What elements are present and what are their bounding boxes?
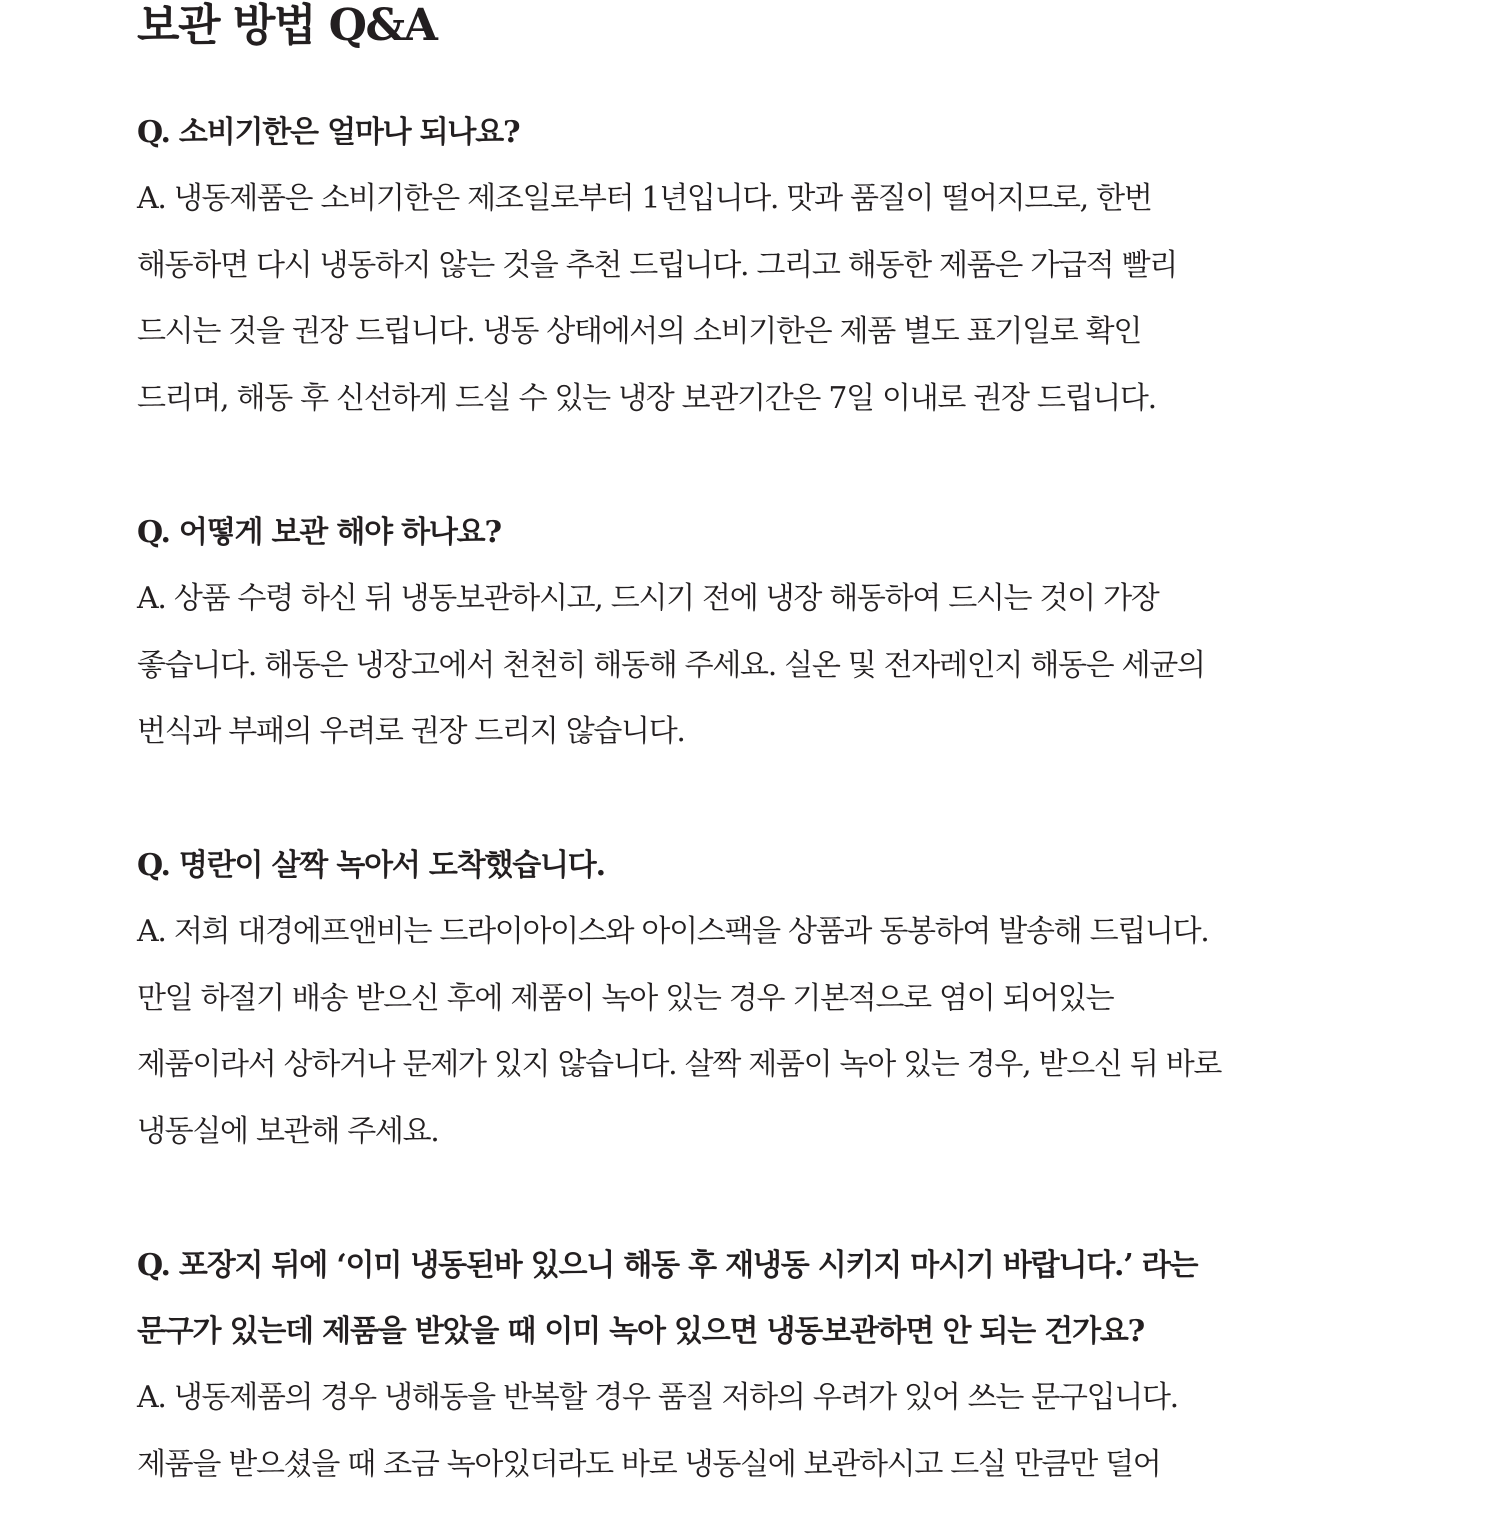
answer bbox=[137, 1365, 1377, 1498]
question-line: Q. 포장지 뒤에 ‘이미 냉동된바 있으니 해동 후 재냉동 시키지 마시기 바랍니다.’ 라는 bbox=[137, 1248, 1198, 1283]
question-line: 문구가 있는데 제품을 받았을 때 이미 녹아 있으면 냉동보관하면 안 되는 건가요? bbox=[137, 1314, 1145, 1349]
qa-item-arrived-thawed bbox=[137, 833, 1377, 1165]
answer-line: 좋습니다. 해동은 냉장고에서 천천히 해동해 주세요. 실온 및 전자레인지 해동은 세균의 bbox=[137, 647, 1205, 683]
answer-line: 제품을 받으셨을 때 조금 녹아있더라도 바로 냉동실에 보관하시고 드실 만큼만 덜어 bbox=[137, 1446, 1161, 1482]
answer-line: A. 냉동제품의 경우 냉해동을 반복할 경우 품질 저하의 우려가 있어 쓰는 문구입니다. bbox=[137, 1380, 1178, 1415]
qa-item-shelf-life bbox=[137, 100, 1377, 432]
answer bbox=[137, 166, 1377, 432]
answer-line: A. 저희 대경에프앤비는 드라이아이스와 아이스팩을 상품과 동봉하여 발송해 드립니다. bbox=[137, 914, 1209, 949]
question bbox=[137, 833, 1377, 899]
answer bbox=[137, 899, 1377, 1165]
question-line: Q. 어떻게 보관 해야 하나요? bbox=[137, 515, 501, 550]
qa-item-how-to-store bbox=[137, 500, 1377, 766]
answer-line: 드시는 것을 권장 드립니다. 냉동 상태에서의 소비기한은 제품 별도 표기일로 확인 bbox=[137, 314, 1142, 349]
answer-line: 만일 하절기 배송 받으신 후에 제품이 녹아 있는 경우 기본적으로 염이 되어있는 bbox=[137, 980, 1114, 1016]
answer-line: 제품이라서 상하거나 문제가 있지 않습니다. 살짝 제품이 녹아 있는 경우, 받으신 뒤 바로 bbox=[137, 1047, 1222, 1082]
answer bbox=[137, 566, 1377, 766]
answer-line: 번식과 부패의 우려로 권장 드리지 않습니다. bbox=[137, 714, 685, 749]
answer-line: 해동하면 다시 냉동하지 않는 것을 추천 드립니다. 그리고 해동한 제품은 가급적 빨리 bbox=[137, 247, 1177, 283]
answer-line: A. 상품 수령 하신 뒤 냉동보관하시고, 드시기 전에 냉장 해동하여 드시는 것이 가장 bbox=[137, 581, 1159, 616]
page-title: 보관 방법 Q&A bbox=[137, 0, 437, 51]
question bbox=[137, 100, 1377, 166]
qa-item-refreeze-notice bbox=[137, 1233, 1377, 1498]
question-line: Q. 소비기한은 얼마나 되나요? bbox=[137, 115, 520, 150]
question bbox=[137, 1233, 1377, 1365]
answer-line: A. 냉동제품은 소비기한은 제조일로부터 1년입니다. 맛과 품질이 떨어지므로, 한번 bbox=[137, 181, 1152, 216]
question-line: Q. 명란이 살짝 녹아서 도착했습니다. bbox=[137, 848, 605, 883]
question bbox=[137, 500, 1377, 566]
answer-line: 드리며, 해동 후 신선하게 드실 수 있는 냉장 보관기간은 7일 이내로 권장 드립니다. bbox=[137, 380, 1156, 416]
answer-line: 냉동실에 보관해 주세요. bbox=[137, 1113, 439, 1149]
